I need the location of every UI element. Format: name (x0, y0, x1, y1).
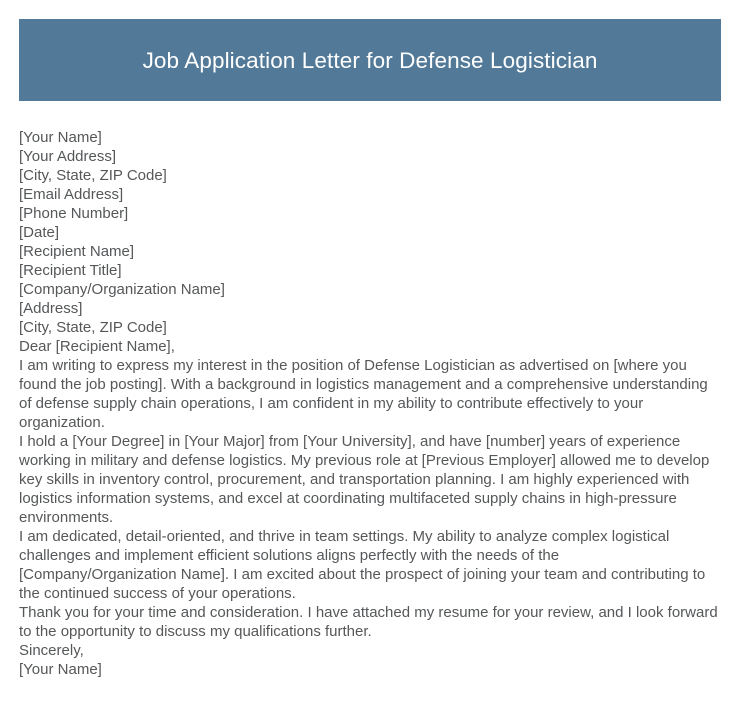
recipient-address-block (19, 242, 719, 337)
recipient-address-line: [Address] (19, 300, 83, 317)
sender-email-line: [Email Address] (19, 186, 124, 203)
date-line: [Date] (19, 224, 60, 241)
body-paragraph-4: Thank you for your time and consideration. I have attached my resume for your review, and I look forward to the opportunity to discuss my qualifications further. (19, 604, 718, 640)
body-paragraph-2: I hold a [Your Degree] in [Your Major] from [Your University], and have [number] years of experience working in military and defense logistics. My previous role at [Previous Employer] allowed me to develop key skills in inventory control, procurement, and transportation planning. I am highly experienced with logistics information systems, and excel at coordinating multifaceted supply chains in high-pressure environments. (19, 433, 710, 526)
recipient-city-line: [City, State, ZIP Code] (19, 319, 167, 336)
recipient-title-line: [Recipient Title] (19, 262, 122, 279)
closing-line: Sincerely, (19, 642, 84, 659)
letter-body (19, 128, 719, 679)
sender-city-line: [City, State, ZIP Code] (19, 167, 167, 184)
signature-line: [Your Name] (19, 661, 102, 678)
sender-address-block (19, 128, 719, 223)
sender-name-line: [Your Name] (19, 129, 102, 146)
salutation-line: Dear [Recipient Name], (19, 338, 175, 355)
recipient-company-line: [Company/Organization Name] (19, 281, 225, 298)
page-title: Job Application Letter for Defense Logistician (142, 47, 598, 73)
recipient-name-line: [Recipient Name] (19, 243, 135, 260)
letter-header-banner (19, 19, 721, 101)
body-paragraph-3: I am dedicated, detail-oriented, and thrive in team settings. My ability to analyze complex logistical challenges and implement efficient solutions aligns perfectly with the needs of the [Company/Organization Name]. I am excited about the prospect of joining your team and contributing to the continued success of your operations. (19, 528, 706, 602)
sender-phone-line: [Phone Number] (19, 205, 129, 222)
sender-address-line: [Your Address] (19, 148, 117, 165)
body-paragraph-1: I am writing to express my interest in the position of Defense Logistician as advertised on [where you found the job posting]. With a background in logistics management and a comprehensive understanding of defense supply chain operations, I am confident in my ability to contribute effectively to your organization. (19, 357, 708, 431)
